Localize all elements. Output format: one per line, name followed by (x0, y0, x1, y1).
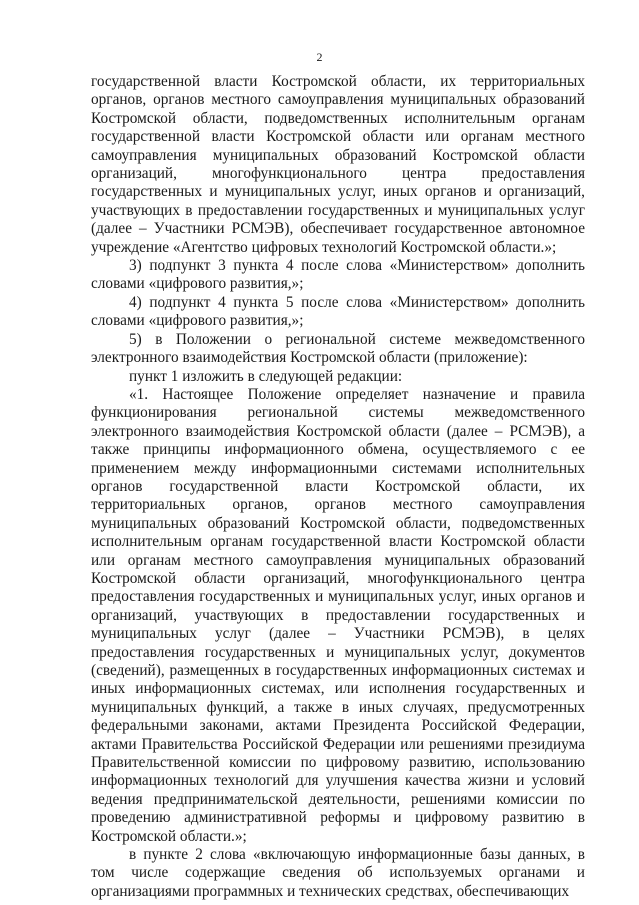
paragraph-item-4: 4) подпункт 4 пункта 5 после слова «Министерством» дополнить словами «цифрового развития,»; (91, 293, 585, 330)
paragraph-point-1-text: «1. Настоящее Положение определяет назначение и правила функционирования региональной системы межведомственного электронного взаимодействия Костромской области (далее – РСМЭВ), а также принципы информационного обмена, осуществляемого с ее применением между информационными системами исполнительных органов государственной власти Костромской области, их территориальных органов, органов местного самоуправления муниципальных образований Костромской области, подведомственных исполнительным органам государственной власти Костромской области или органам местного самоуправления муниципальных образований Костромской области организаций, многофункционального центра предоставления государственных и муниципальных услуг, иных органов и организаций, участвующих в предоставлении государственных и муниципальных услуг (далее – Участники РСМЭВ), в целях предоставления государственных и муниципальных услуг, документов (сведений), размещенных в государственных информационных системах и иных информационных системах, или исполнения государственных и муниципальных функций, а также в иных случаях, предусмотренных федеральными законами, актами Президента Российской Федерации, актами Правительства Российской Федерации или решениями президиума Правительственной комиссии по цифровому развитию, использованию информационных технологий для улучшения качества жизни и условий ведения предпринимательской деятельности, решениями комиссии по проведению административной реформы и цифровому развитию в Костромской области.»; (91, 385, 585, 845)
document-body (91, 73, 585, 901)
paragraph-point-1-intro: пункт 1 изложить в следующей редакции: (129, 367, 403, 385)
paragraph-item-5: 5) в Положении о региональной системе межведомственного электронного взаимодействия Костромской области (приложение): (91, 330, 585, 367)
page-number: 2 (316, 50, 323, 64)
paragraph-item-3: 3) подпункт 3 пункта 4 после слова «Министерством» дополнить словами «цифрового развития,»; (91, 257, 585, 293)
paragraph-point-2: в пункте 2 слова «включающую информационные базы данных, в том числе содержащие сведения об используемых органами и организациями программных и технических средствах, обеспечивающих (91, 846, 585, 900)
paragraph-continuation: государственной власти Костромской области, их территориальных органов, органов местного самоуправления муниципальных образований Костромской области, подведомственных исполнительным органам государственной власти Костромской области или органам местного самоуправления муниципальных образований Костромской области организаций, многофункционального центра предоставления государственных и муниципальных услуг, иных органов и организаций, участвующих в предоставлении государственных и муниципальных услуг (далее – Участники РСМЭВ), обеспечивает государственное автономное учреждение «Агентство цифровых технологий Костромской области.»; (91, 73, 585, 256)
